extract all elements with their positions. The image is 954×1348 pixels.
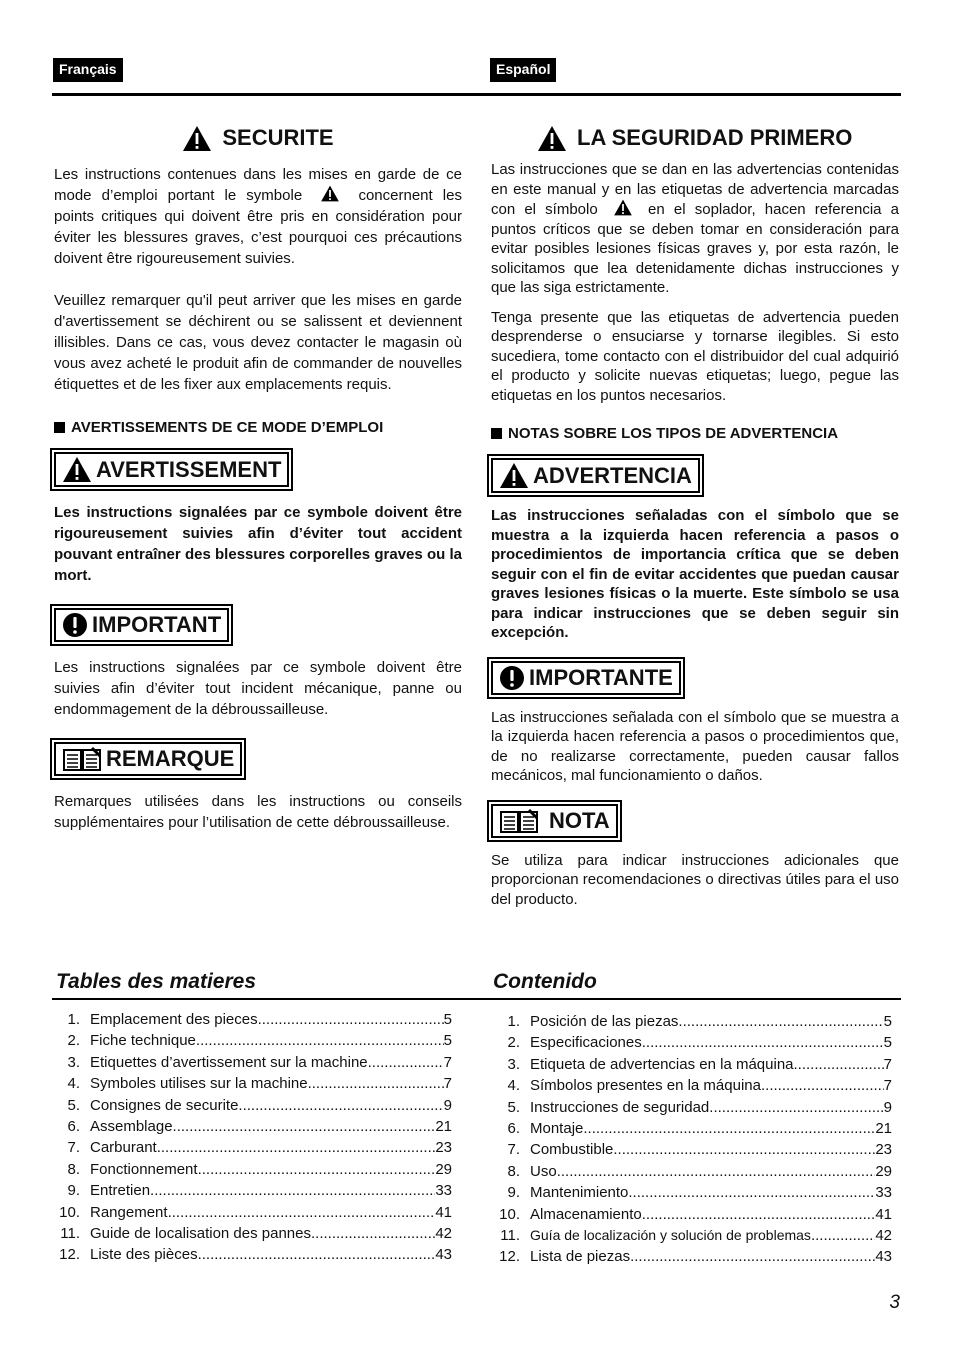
toc-item [494,1139,892,1160]
toc-rule [52,998,901,1000]
safety-heading-es [491,120,899,156]
toc-item-number: 1. [67,1011,80,1028]
toc-item-label: Rangement [90,1203,168,1221]
toc-item [494,1097,892,1118]
toc-item [54,1180,452,1201]
subhead-fr: AVERTISSEMENTS DE CE MODE D’EMPLOI [54,419,462,436]
safety-title-fr: SECURITE [222,125,334,150]
toc-item-page: 41 [435,1203,452,1221]
toc-item-label: Liste des pièces [90,1246,198,1264]
toc-item [494,1246,892,1267]
toc-item-page: 21 [875,1119,892,1137]
toc-item [54,1052,452,1073]
toc-item [54,1009,452,1030]
warning-text-fr: Les instructions signalées par ce symbole doivent être rigoureusement suivies afin d’éviter tout accident pouvant entraîner des blessures corporelles graves ou la mort. [54,504,462,584]
toc-item-number: 12. [499,1248,520,1266]
warning-triangle-icon [537,125,567,152]
toc-item-label: Uso [530,1162,557,1180]
exclamation-circle-icon [499,665,525,691]
toc-item-label: Símbolos presentes en la máquina [530,1077,761,1095]
toc-item-page: 7 [883,1055,892,1073]
warning-label-box-fr: AVERTISSEMENT [54,452,462,488]
toc-leader-dots [311,1223,435,1244]
toc-item-number: 4. [67,1075,80,1093]
french-column [54,100,462,833]
toc-item-number: 9. [67,1182,80,1200]
toc-item [494,1161,892,1182]
toc-item [54,1202,452,1223]
toc-title-fr: Tables des matieres [56,970,256,993]
toc-item-number: 1. [507,1013,520,1030]
toc-item-page: 7 [443,1075,452,1093]
toc-leader-dots [368,1052,444,1073]
note-text-es: Se utiliza para indicar instrucciones adicionales que proporcionan recomendaciones o directivas útiles para el uso del producto. [491,851,899,908]
toc-item-number: 6. [67,1117,80,1135]
toc-item-page: 33 [435,1182,452,1200]
toc-item-page: 43 [875,1248,892,1266]
spanish-column [491,100,899,909]
toc-item-label: Almacenamiento [530,1205,642,1223]
toc-item-label: Fiche technique [90,1032,196,1050]
toc-item-page: 9 [443,1096,452,1114]
toc-item-page: 5 [443,1032,452,1050]
toc-item-page: 23 [435,1139,452,1157]
toc-item-number: 2. [507,1034,520,1052]
toc-item-page: 9 [883,1098,892,1116]
toc-item-label: Instrucciones de seguridad [530,1098,710,1116]
warning-triangle-icon [182,125,212,152]
note-label-box-fr: REMARQUE [54,742,462,777]
toc-item-label: Etiquettes d’avertissement sur la machine [90,1053,368,1071]
page-number: 3 [889,1292,900,1313]
toc-item-label: Guía de localización y solución de problemas [530,1226,811,1243]
toc-item-number: 5. [67,1096,80,1114]
toc-leader-dots [794,1054,884,1075]
toc-item-page: 21 [435,1117,452,1135]
toc-item-number: 3. [507,1055,520,1073]
toc-item [494,1182,892,1203]
language-tab-spanish: Español [490,58,556,82]
toc-item-number: 12. [59,1246,80,1264]
toc-leader-dots [150,1180,435,1201]
toc-item-page: 5 [883,1013,892,1030]
toc-item-number: 4. [507,1077,520,1095]
important-text-es: Las instrucciones señalada con el símbolo que se muestra a la izquierda hacen referencia a pasos o procedimientos que, de no realizarse correctamente, pueden causar fallos mecánicos, mal funcionamiento o daños. [491,708,899,784]
labels-paragraph-fr: Veuillez remarquer qu'il peut arriver que les mises en garde d'avertissement se déchirent ou se salissent et deviennent illisibles. Dans ce cas, vous devez contacter le magasin où vous avez acheté le produit afin de commander de nouvelles étiquettes et de les fixer aux emplacements requis. [54,292,462,393]
toc-item [494,1118,892,1139]
toc-item-number: 9. [507,1184,520,1202]
toc-item-label: Combustible [530,1141,614,1159]
open-book-icon [499,808,539,834]
toc-item-number: 11. [60,1224,80,1242]
toc-leader-dots [811,1225,875,1246]
labels-paragraph-es: Tenga presente que las etiquetas de advertencia pueden desprenderse o ensuciarse y tornarse ilegibles. Si esto sucediera, tome contacto con el distribuidor del cual adquirió el producto y solicite nuevas etiquetas; luego, pegue las etiquetas en los puntos necesarios. [491,308,899,404]
toc-item-label: Montaje [530,1119,584,1137]
toc-item-page: 7 [883,1077,892,1095]
warning-label-box-es: ADVERTENCIA [491,458,899,494]
toc-item-number: 7. [507,1141,520,1159]
safety-title-es: LA SEGURIDAD PRIMERO [577,125,853,150]
square-bullet-icon [54,422,65,433]
warning-triangle-icon [613,199,633,216]
toc-item-label: Emplacement des pieces [90,1011,258,1028]
toc-item-label: Carburant [90,1139,157,1157]
toc-leader-dots [168,1202,436,1223]
note-label-box-es: NOTA [491,804,899,839]
square-bullet-icon [491,428,502,439]
toc-item-number: 10. [499,1205,520,1223]
toc-item-label: Symboles utilises sur la machine [90,1075,308,1093]
toc-item-number: 7. [67,1139,80,1157]
language-tab-french: Français [53,58,123,82]
toc-item [54,1030,452,1051]
important-label-box-es: IMPORTANTE [491,661,899,696]
toc-item [54,1223,452,1244]
warning-triangle-icon [320,185,340,202]
toc-item-label: Especificaciones [530,1034,642,1052]
toc-list-fr [54,1009,452,1266]
header-rule [52,93,901,96]
exclamation-circle-icon [62,612,88,638]
open-book-icon [62,746,102,772]
important-text-fr: Les instructions signalées par ce symbole doivent être suivies afin d’éviter tout incident mécanique, panne ou endommagement de la débroussailleuse. [54,659,462,718]
toc-leader-dots [583,1118,875,1139]
toc-item [54,1116,452,1137]
toc-item-page: 42 [875,1226,892,1244]
toc-item-number: 10. [59,1203,80,1221]
toc-item [494,1225,892,1246]
toc-item-page: 41 [875,1205,892,1223]
toc-item-number: 8. [507,1162,520,1180]
toc-leader-dots [642,1204,876,1225]
important-label-box-fr: IMPORTANT [54,608,462,643]
toc-leader-dots [642,1032,884,1053]
toc-item [54,1095,452,1116]
toc-leader-dots [628,1182,875,1203]
toc-leader-dots [258,1009,444,1030]
toc-leader-dots [196,1030,444,1051]
toc-leader-dots [613,1139,875,1160]
warning-text-es: Las instrucciones señaladas con el símbolo que se muestra a la izquierda hacen referencia a pasos o procedimientos de importancia crítica que se deben seguir con el fin de evitar accidentes que puedan causar graves lesiones físicas o la muerte. Este símbolo se usa para indicar instrucciones que se deben seguir sin excepción. [491,507,899,641]
toc-leader-dots [238,1095,443,1116]
toc-list-es [494,1011,892,1268]
safety-heading-fr [54,120,462,156]
toc-item-label: Mantenimiento [530,1184,629,1202]
note-text-fr: Remarques utilisées dans les instructions ou conseils supplémentaires pour l’utilisation de cette débroussailleuse. [54,793,462,831]
warning-triangle-icon [62,456,92,483]
toc-item-label: Assemblage [90,1117,173,1135]
toc-item [54,1137,452,1158]
toc-leader-dots [678,1011,883,1032]
toc-item-page: 5 [443,1011,452,1028]
toc-item [54,1073,452,1094]
intro-paragraph-fr: Les instructions contenues dans les mises en garde de ce mode d’emploi portant le symbole concernent les points critiques qui doivent être pris en considération pour éviter les blessures graves, c’est pourquoi ces précautions doivent être rigoureusement suivies. [54,166,462,267]
toc-item [494,1032,892,1053]
warning-triangle-icon [499,462,529,489]
toc-item-page: 43 [435,1246,452,1264]
toc-item-page: 5 [883,1034,892,1052]
toc-item-page: 29 [875,1162,892,1180]
toc-item [494,1204,892,1225]
toc-leader-dots [173,1116,436,1137]
toc-item-number: 6. [507,1119,520,1137]
intro-paragraph-es: Las instrucciones que se dan en las advertencias contenidas en este manual y en las etiquetas de advertencia marcadas con el símbolo en el soplador, hacen referencia a puntos críticos que se deben tomar en consideración para evitar posibles lesiones físicas graves y, por esta razón, le solicitamos que lea detenidamente dichas instrucciones y que las siga estrictamente. [491,161,900,296]
toc-item-number: 8. [67,1160,80,1178]
toc-leader-dots [198,1159,436,1180]
toc-item-label: Consignes de securite [90,1096,239,1114]
toc-item-number: 5. [507,1098,520,1116]
toc-item-page: 33 [875,1184,892,1202]
toc-leader-dots [709,1097,883,1118]
toc-item-page: 7 [443,1053,452,1071]
toc-item [54,1159,452,1180]
toc-item [494,1011,892,1032]
toc-leader-dots [157,1137,436,1158]
toc-item-number: 11. [500,1226,520,1244]
toc-item [494,1054,892,1075]
toc-leader-dots [761,1075,884,1096]
toc-leader-dots [198,1244,436,1265]
toc-leader-dots [557,1161,876,1182]
toc-item-page: 42 [435,1224,452,1242]
toc-item-label: Fonctionnement [90,1160,198,1178]
toc-item [494,1075,892,1096]
toc-leader-dots [308,1073,444,1094]
toc-item-label: Entretien [90,1182,151,1200]
toc-item-label: Lista de piezas [530,1248,631,1266]
toc-item-label: Guide de localisation des pannes [90,1224,311,1242]
toc-item-label: Posición de las piezas [530,1013,679,1030]
toc-item-page: 29 [435,1160,452,1178]
toc-item [54,1244,452,1265]
toc-item-page: 23 [875,1141,892,1159]
toc-leader-dots [630,1246,875,1267]
subhead-es: NOTAS SOBRE LOS TIPOS DE ADVERTENCIA [491,425,899,442]
toc-item-label: Etiqueta de advertencias en la máquina [530,1055,794,1073]
toc-item-number: 3. [67,1053,80,1071]
toc-title-es: Contenido [493,970,597,993]
toc-item-number: 2. [67,1032,80,1050]
